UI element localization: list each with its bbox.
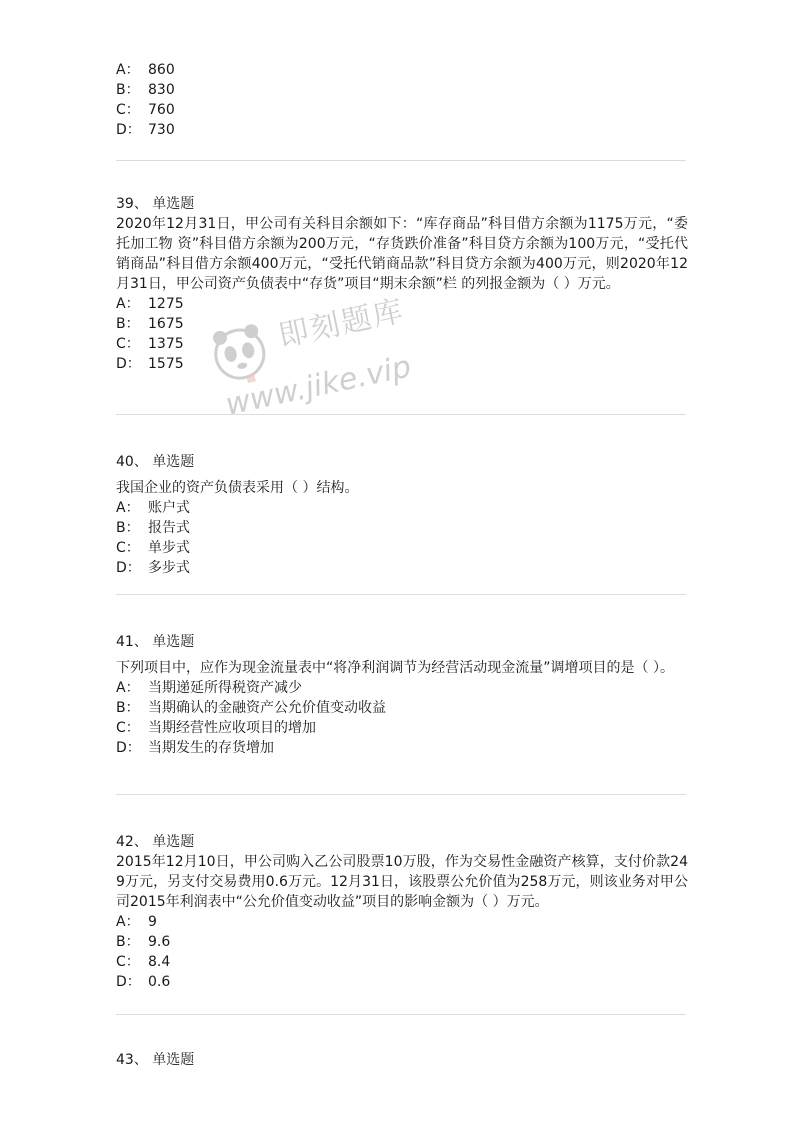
option-c[interactable]: C： 单步式 (116, 540, 190, 556)
question-38-options (116, 60, 686, 140)
question-text: 2015年12月10日，甲公司购入乙公司股票10万股，作为交易性金融资产核算，支付价款249万元，另支付交易费用0.6万元。12月31日，该股票公允价值为258万元，则该业务对甲公司2015年利润表中“公允价值变动收益”项目的影响金额为（ ）万元。 (116, 854, 688, 910)
watermark-url: www.jike.vip (222, 349, 415, 423)
divider (116, 794, 686, 795)
question-header: 41、 单选题 (116, 634, 195, 650)
question-header: 40、 单选题 (116, 454, 195, 470)
option-d[interactable]: D： 0.6 (116, 974, 171, 990)
question-header: 39、 单选题 (116, 196, 195, 212)
watermark-brand: 即刻题库 (275, 293, 408, 355)
option-b[interactable]: B： 报告式 (116, 520, 190, 536)
option-b[interactable]: B： 1675 (116, 316, 184, 332)
divider (116, 414, 686, 415)
option-c[interactable]: C： 8.4 (116, 954, 171, 970)
option-a[interactable]: A： 当期递延所得税资产减少 (116, 680, 302, 696)
option-b[interactable]: B： 当期确认的金融资产公允价值变动收益 (116, 700, 386, 716)
divider (116, 594, 686, 595)
divider (116, 1014, 686, 1015)
question-header: 42、 单选题 (116, 834, 195, 850)
question-header: 43、 单选题 (116, 1052, 195, 1068)
option-c[interactable]: C： 1375 (116, 336, 184, 352)
question-40 (116, 452, 686, 578)
option-a[interactable]: A： 1275 (116, 296, 184, 312)
option-b[interactable]: B： 830 (116, 82, 175, 98)
question-43 (116, 1050, 686, 1070)
question-text: 下列项目中，应作为现金流量表中“将净利润调节为经营活动现金流量”调增项目的是（ ）。 (116, 660, 674, 676)
question-39 (116, 194, 686, 374)
option-a[interactable]: A： 860 (116, 62, 175, 78)
option-d[interactable]: D： 730 (116, 122, 175, 138)
question-text: 我国企业的资产负债表采用（ ）结构。 (116, 480, 359, 496)
divider (116, 160, 686, 161)
option-a[interactable]: A： 账户式 (116, 500, 190, 516)
option-d[interactable]: D： 当期发生的存货增加 (116, 740, 274, 756)
option-c[interactable]: C： 760 (116, 102, 175, 118)
option-c[interactable]: C： 当期经营性应收项目的增加 (116, 720, 316, 736)
option-d[interactable]: D： 多步式 (116, 560, 190, 576)
question-text: 2020年12月31日，甲公司有关科目余额如下：“库存商品”科目借方余额为1175万元，“委托加工物 资”科目借方余额为200万元，“存货跌价准备”科目贷方余额为100万元，“受托代销商品”科目借方余额400万元，“受托代销商品款”科目贷方余额为400万元，则2020年12月31日，甲公司资产负债表中“存货”项目“期末余额”栏 的列报金额为（ ）万元。 (116, 216, 688, 292)
option-a[interactable]: A： 9 (116, 914, 157, 930)
question-41 (116, 632, 686, 758)
option-b[interactable]: B： 9.6 (116, 934, 171, 950)
option-d[interactable]: D： 1575 (116, 356, 184, 372)
question-42 (116, 832, 686, 992)
